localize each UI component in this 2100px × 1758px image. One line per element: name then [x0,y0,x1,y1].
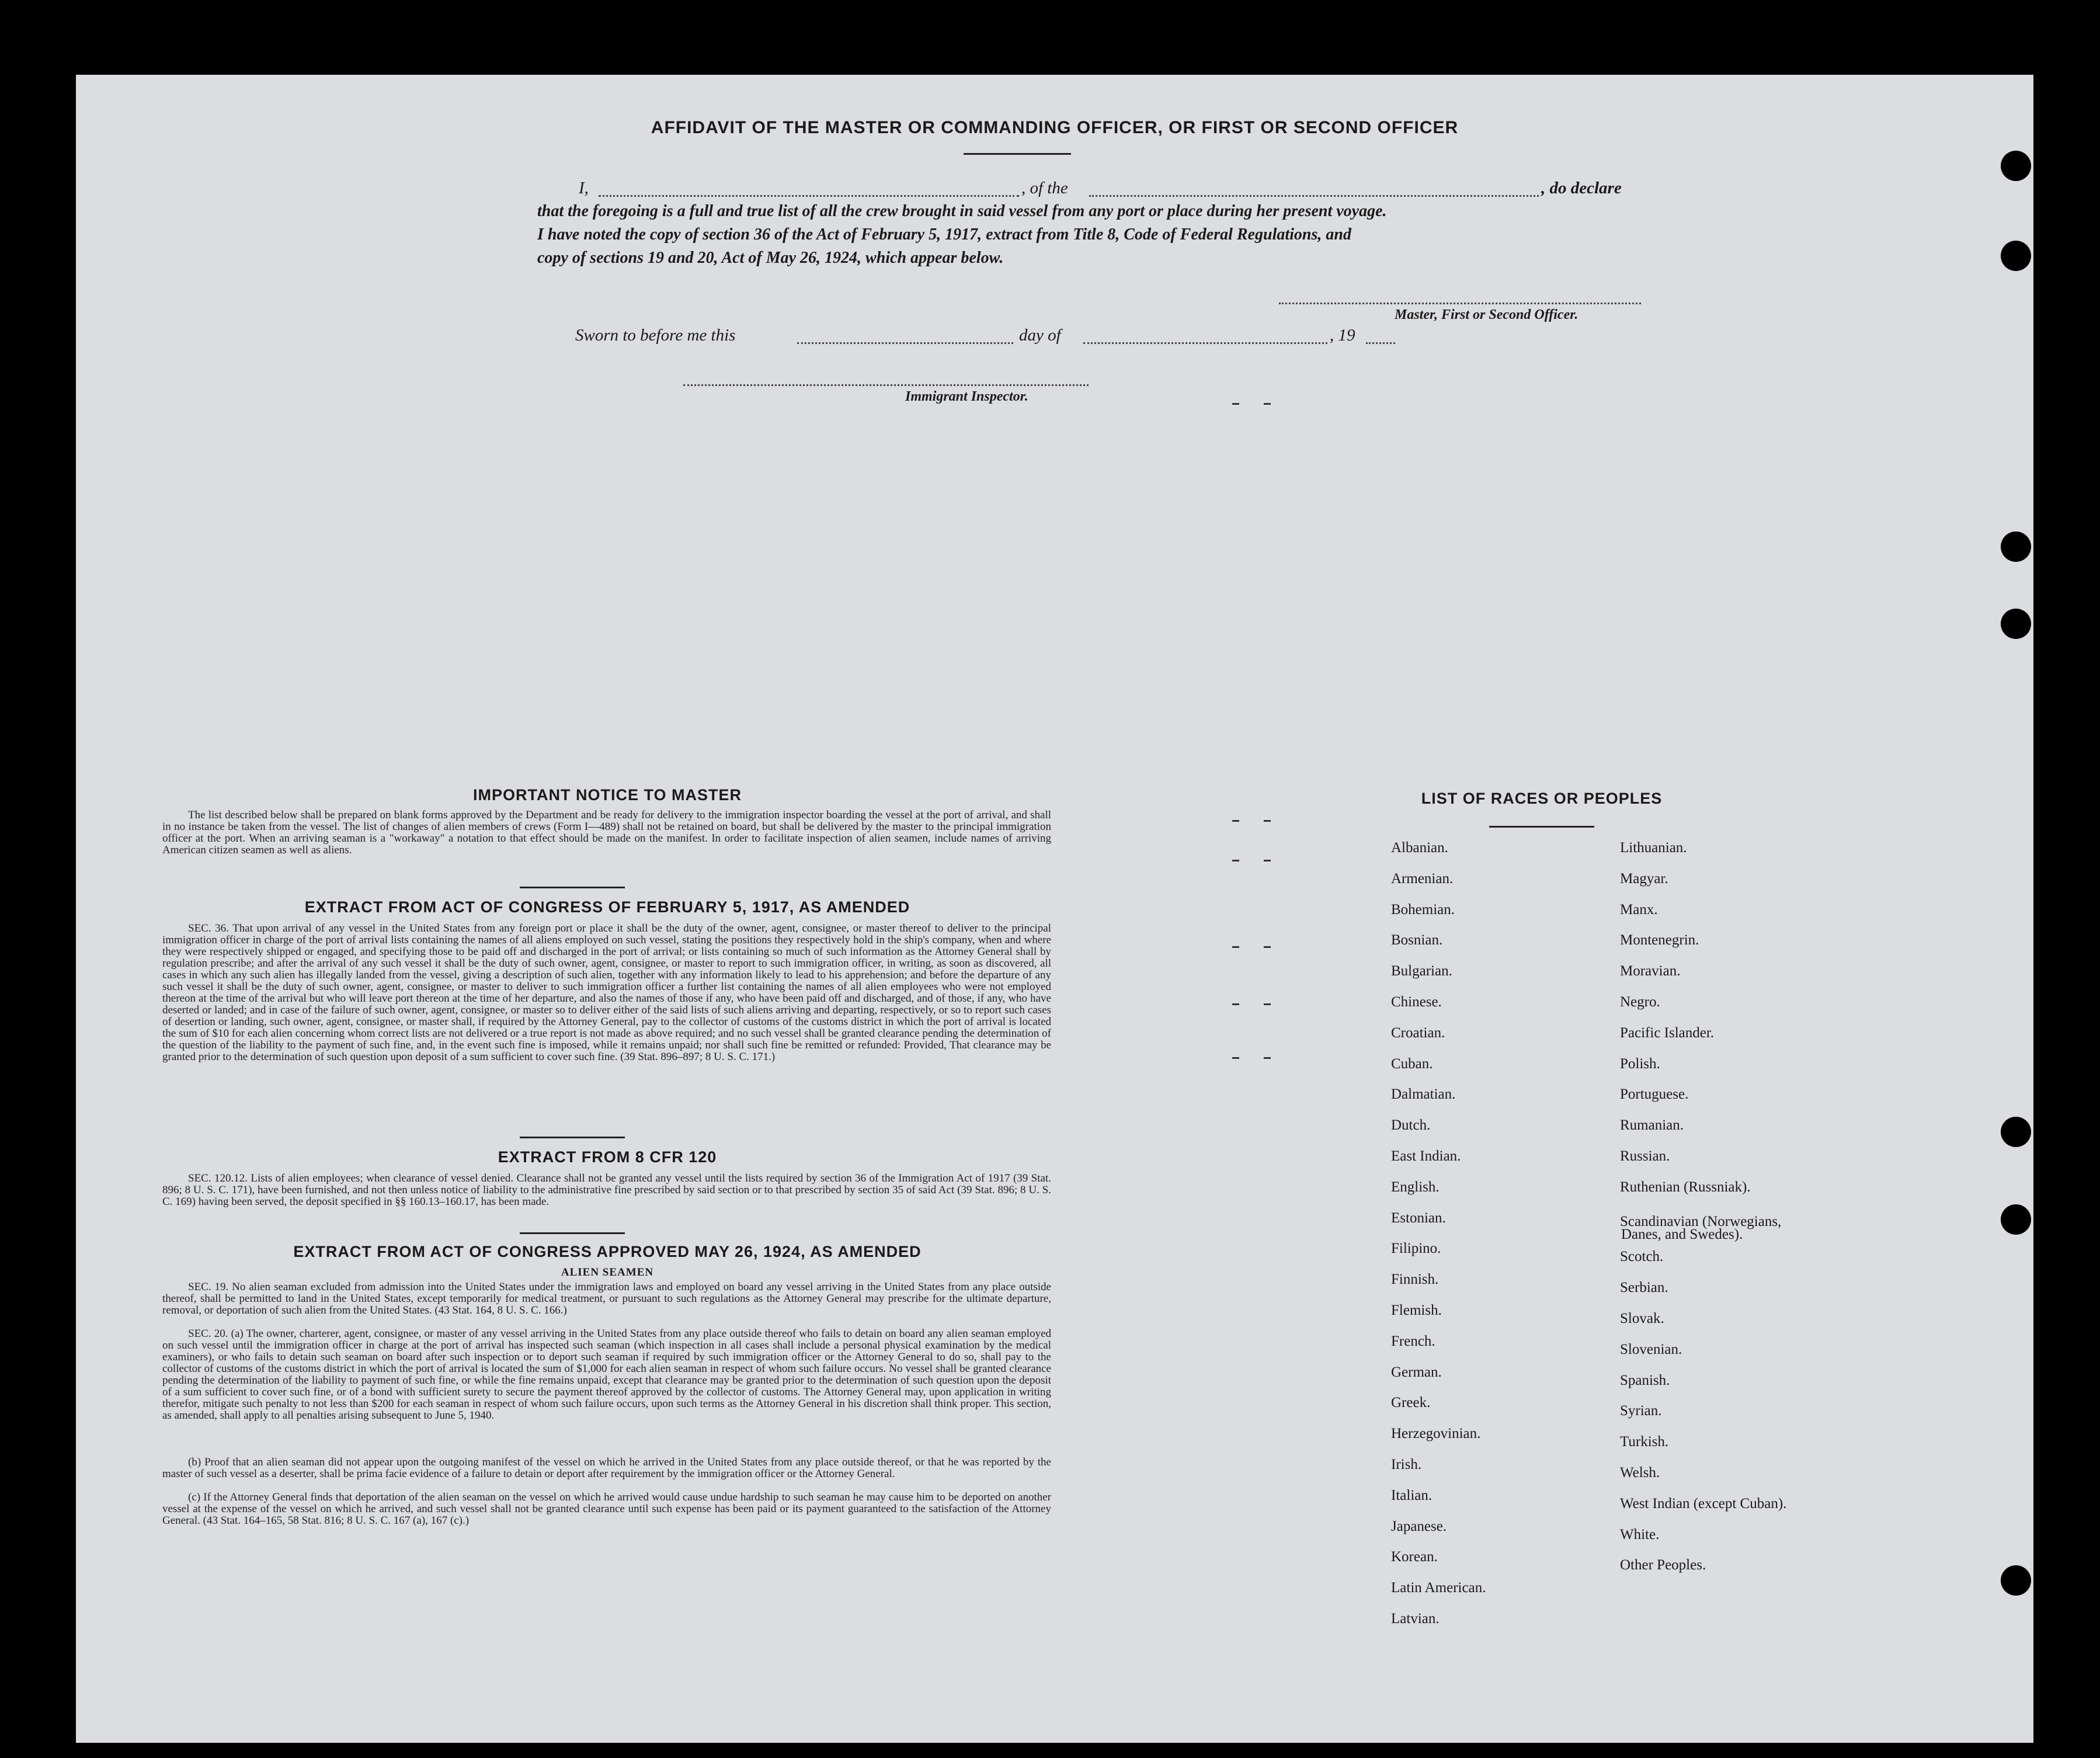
name-field[interactable] [599,195,1019,197]
race-item: West Indian (except Cuban). [1620,1495,1787,1512]
race-item: Portuguese. [1620,1086,1689,1103]
sworn-year-field[interactable] [1366,342,1395,344]
column-tick [1264,1003,1271,1005]
affidavit-line2: that the foregoing is a full and true list of all the crew brought in said vessel from any port or place during her present voyage. [537,202,1387,220]
title-rule [964,153,1071,155]
column-tick [1232,820,1239,822]
extract-1924-sec20a: SEC. 20. (a) The owner, charterer, agent, consignee, or master of any vessel arriving in the United States from any place outside thereof who fails to detain on board any alien seaman employed on such vessel until the immigration officer in charge at the port of arrival has inspected such seaman (which inspection in all cases shall include a personal physical examination by the medical examiners), or who fails to detain such seaman on board after such inspection or to deport such seaman if required by such immigration officer or the Attorney General to do so, shall pay to the collector of customs of the customs district in which the port of arrival is located the sum of $1,000 for each alien seaman in respect of whom such failure occurs. No vessel shall be granted clearance pending the determination of the liability to payment of such fine, or while the fine remains unpaid, except that clearance may be granted prior to the determination of such question upon the deposit of a sum sufficient to cover such fine, or of a bond with sufficient surety to secure the payment thereof approved by the collector of customs. The Attorney General may, upon application in writing therefor, mitigate such penalty to not less than $200 for each seaman in respect of whom such failure occurs, upon such terms as the Attorney General in his discretion shall think proper. This section, as amended, shall apply to all penalties arising subsequent to June 5, 1940. [162,1328,1051,1422]
year-label: , 19 [1330,326,1355,345]
punch-hole [2001,1204,2031,1235]
race-item: Bulgarian. [1391,963,1452,979]
race-item: Other Peoples. [1620,1557,1706,1573]
race-item: Ruthenian (Russniak). [1620,1179,1751,1195]
column-tick [1232,946,1239,948]
day-of-label: day of [1019,326,1061,345]
race-item: Rumanian. [1620,1117,1684,1134]
extract-1924-sec19: SEC. 19. No alien seaman excluded from admission into the United States under the immigration laws and employed on board any vessel arriving in the United States from any place outside thereof, shall be permitted to land in the United States, except temporarily for medical treatment, or pursuant to such regulations as the Attorney General may prescribe for the ultimate departure, removal, or deportation of such alien from the United States. (43 Stat. 164, 8 U. S. C. 166.) [162,1281,1051,1316]
race-item: Spanish. [1620,1372,1670,1388]
race-item: Pacific Islander. [1620,1024,1715,1041]
race-item: Magyar. [1620,870,1668,887]
extract-1917-body: SEC. 36. That upon arrival of any vessel in the United States from any foreign port or place it shall be the duty of the owner, agent, consignee, or master thereof to deliver to the principal immigration officer in charge of the port of arrival lists containing the names of all aliens employed on such vessel, stating the positions they respectively hold in the ship's company, when and where they were respectively shipped or engaged, and specifying those to be paid off and discharged in the port of arrival; or lists containing so much of such information as the Attorney General shall by regulation prescribe; and after the arrival of any such vessel it shall be the duty of such owner, agent, consignee, or master to report to such immigration officer, in writing, as soon as discovered, all cases in which any such alien has illegally landed from the vessel, giving a description of such alien, together with any information likely to lead to his apprehension; and before the departure of any such vessel it shall be the duty of such owner, agent, consignee, or master to deliver to such immigration officer a further list containing the names of all alien employees who were not employed thereon at the time of the arrival but who will leave port thereon at the time of her departure, and also the names of those if any, who have been paid off and discharged, and of those, if any, who have deserted or landed; and in case of the failure of such owner, agent, consignee, or master so to deliver either of the said lists of such aliens arriving and departing, respectively, or so to report such cases of desertion or landing, such owner, agent, consignee, or master shall, if required by the Attorney General, pay to the collector of customs of the customs district in which the port of arrival is located the sum of $10 for each alien concerning whom correct lists are not delivered or a true report is not made as above required; and no such vessel shall be granted clearance pending the determination of the question of the liability to the payment of such fine, and, in the event such fine is imposed, while it remains unpaid; nor shall such fine be remitted or refunded: Provided, That clearance may be granted prior to the determination of such question upon deposit of a sum sufficient to cover such fine. (39 Stat. 896–897; 8 U. S. C. 171.) [162,922,1051,1063]
race-item: Slovak. [1620,1311,1664,1326]
race-item: Moravian. [1620,963,1681,979]
column-tick [1264,820,1271,822]
inspector-signature-field[interactable] [683,384,1089,386]
race-item: Latin American. [1391,1580,1486,1596]
race-item: Korean. [1391,1549,1438,1565]
race-item: Serbian. [1620,1280,1668,1296]
race-item: Slovenian. [1620,1341,1682,1357]
race-item: Filipino. [1391,1241,1441,1257]
inspector-caption: Immigrant Inspector. [905,389,1028,404]
race-item: Dutch. [1391,1117,1431,1134]
race-item: Negro. [1620,994,1660,1010]
race-item: Latvian. [1391,1611,1440,1627]
race-item: Bosnian. [1391,932,1443,949]
extract-1924-subtitle: ALIEN SEAMEN [561,1266,654,1278]
sworn-month-field[interactable] [1083,342,1327,344]
race-item: Herzegovinian. [1391,1426,1481,1442]
punch-hole [2001,1565,2031,1596]
master-caption: Master, First or Second Officer. [1395,307,1579,322]
race-item: White. [1620,1526,1660,1542]
race-item: Chinese. [1391,994,1442,1010]
race-item: Cuban. [1391,1055,1433,1072]
race-item: German. [1391,1364,1442,1380]
race-item: Scandinavian (Norwegians, [1620,1213,1782,1229]
affidavit-title: AFFIDAVIT OF THE MASTER OR COMMANDING OFFICER, OR FIRST OR SECOND OFFICER [651,118,1459,137]
race-item: Manx. [1620,901,1658,918]
race-item: Estonian. [1391,1210,1446,1226]
affidavit-line4: copy of sections 19 and 20, Act of May 26, 1924, which appear below. [537,249,1004,267]
race-item: Japanese. [1391,1518,1447,1534]
extract-1924-sec20c: (c) If the Attorney General finds that deportation of the alien seaman on the vessel on which he arrived would cause undue hardship to such seaman he may cause him to be deported on another vessel at the expense of the vessel on which he arrived, and such vessel shall not be granted clearance until such expense has been paid or its payment guaranteed to the satisfaction of the Attorney General. (43 Stat. 164–165, 58 Stat. 816; 8 U. S. C. 167 (a), 167 (c).) [162,1491,1051,1527]
column-tick [1232,1003,1239,1005]
extract-1924-sec20b: (b) Proof that an alien seaman did not appear upon the outgoing manifest of the vessel on which he arrived in the United States from any place outside thereof, or that he was reported by the master of such vessel as a deserter, shall be prima facie evidence of a failure to detain or deport after requirement by the immigration officer or the Attorney General. [162,1456,1051,1480]
punch-hole [2001,151,2031,181]
section-rule [520,887,625,888]
race-item: Albanian. [1391,840,1448,856]
race-item: Armenian. [1391,870,1454,887]
sworn-line [575,326,1480,347]
column-tick [1264,1057,1271,1059]
race-item: English. [1391,1179,1440,1195]
column-tick [1264,403,1271,405]
affidavit-line1 [575,179,1726,199]
race-item: Flemish. [1391,1302,1442,1318]
race-item: French. [1391,1333,1435,1349]
race-item: Bohemian. [1391,901,1455,918]
race-item: Irish. [1391,1457,1422,1472]
column-tick [1232,403,1239,405]
punch-hole [2001,609,2031,639]
race-item: Scotch. [1620,1249,1664,1265]
column-tick [1264,946,1271,948]
section-rule [520,1137,625,1138]
race-item: Russian. [1620,1148,1670,1164]
race-item: Syrian. [1620,1403,1662,1419]
race-item: Lithuanian. [1620,840,1687,856]
race-item: Turkish. [1620,1434,1669,1450]
extract-cfr-title: EXTRACT FROM 8 CFR 120 [498,1148,717,1166]
race-item: Dalmatian. [1391,1086,1456,1103]
column-tick [1232,1057,1239,1059]
sworn-label: Sworn to before me this [575,326,736,345]
extract-cfr-body: SEC. 120.12. Lists of alien employees; when clearance of vessel denied. Clearance shall not be granted any vessel until the lists required by section 36 of the Immigration Act of 1917 (39 Stat. 896; 8 U. S. C. 171), have been furnished, and not then unless notice of liability to the administrative fine prescribed by said section or to that prescribed by section 35 of said Act (39 Stat. 896; 8 U. S. C. 169) having been served, the deposit specified in §§ 160.13–160.17, has been made. [162,1172,1051,1208]
column-tick [1232,860,1239,861]
document-sheet [76,75,2033,1743]
race-item: Greek. [1391,1395,1431,1411]
race-item: Italian. [1391,1487,1433,1503]
master-signature-field[interactable] [1279,303,1641,304]
section-rule [520,1232,625,1234]
race-item: Montenegrin. [1620,932,1699,949]
race-item: Welsh. [1620,1465,1660,1481]
column-tick [1264,860,1271,861]
punch-hole [2001,531,2031,562]
punch-hole [2001,1117,2031,1147]
affidavit-line3: I have noted the copy of section 36 of the Act of February 5, 1917, extract from Title 8, Code of Federal Regulations, and [537,225,1351,244]
race-item: Danes, and Swedes). [1621,1226,1743,1242]
race-item: Croatian. [1391,1024,1445,1041]
races-title: LIST OF RACES OR PEOPLES [1421,790,1663,807]
races-rule [1489,826,1594,828]
extract-1924-title: EXTRACT FROM ACT OF CONGRESS APPROVED MAY 26, 1924, AS AMENDED [293,1243,922,1260]
race-item: East Indian. [1391,1148,1461,1164]
notice-title: IMPORTANT NOTICE TO MASTER [473,786,742,804]
race-item: Finnish. [1391,1271,1439,1288]
race-item: Polish. [1620,1055,1660,1072]
of-the-label: , of the [1021,179,1068,197]
notice-body: The list described below shall be prepared on blank forms approved by the Department and be ready for delivery to the immigration inspector boarding the vessel at the port of arrival, and shall in no instance be taken from the vessel. The list of changes of alien members of crews (Form I—489) shall not be retained on board, but shall be delivered by the master to the principal immigration officer at the port. When an arriving seaman is a "workaway" a notation to that effect should be made on the manifest. In order to facilitate inspection of alien seamen, include names of arriving American citizen seamen as well as aliens. [162,809,1051,856]
i-label: I, [579,179,589,197]
vessel-field[interactable] [1089,195,1539,197]
sworn-day-field[interactable] [797,342,1013,344]
do-declare-label: , do declare [1541,179,1622,197]
extract-1917-title: EXTRACT FROM ACT OF CONGRESS OF FEBRUARY 5, 1917, AS AMENDED [304,898,910,916]
punch-hole [2001,241,2031,271]
